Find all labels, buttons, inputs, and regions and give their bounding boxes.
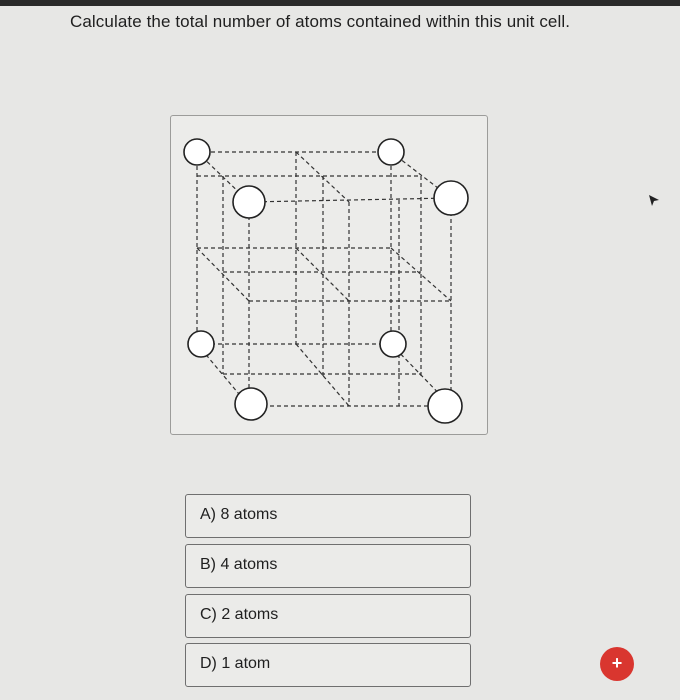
question-text: Calculate the total number of atoms contained within this unit cell. xyxy=(70,12,571,31)
option-c-label: C) 2 atoms xyxy=(200,606,279,623)
option-d[interactable] xyxy=(185,643,471,687)
option-b-label: B) 4 atoms xyxy=(200,556,278,573)
option-c[interactable] xyxy=(185,594,471,638)
option-a[interactable] xyxy=(185,494,471,538)
add-button[interactable]: + xyxy=(600,647,634,681)
option-b[interactable] xyxy=(185,544,471,588)
option-a-label: A) 8 atoms xyxy=(200,506,278,523)
option-d-label: D) 1 atom xyxy=(200,655,271,672)
unit-cell-diagram xyxy=(171,116,489,436)
mouse-pointer-icon xyxy=(648,194,660,208)
top-edge-bar xyxy=(0,0,680,6)
unit-cell-figure xyxy=(170,115,488,435)
